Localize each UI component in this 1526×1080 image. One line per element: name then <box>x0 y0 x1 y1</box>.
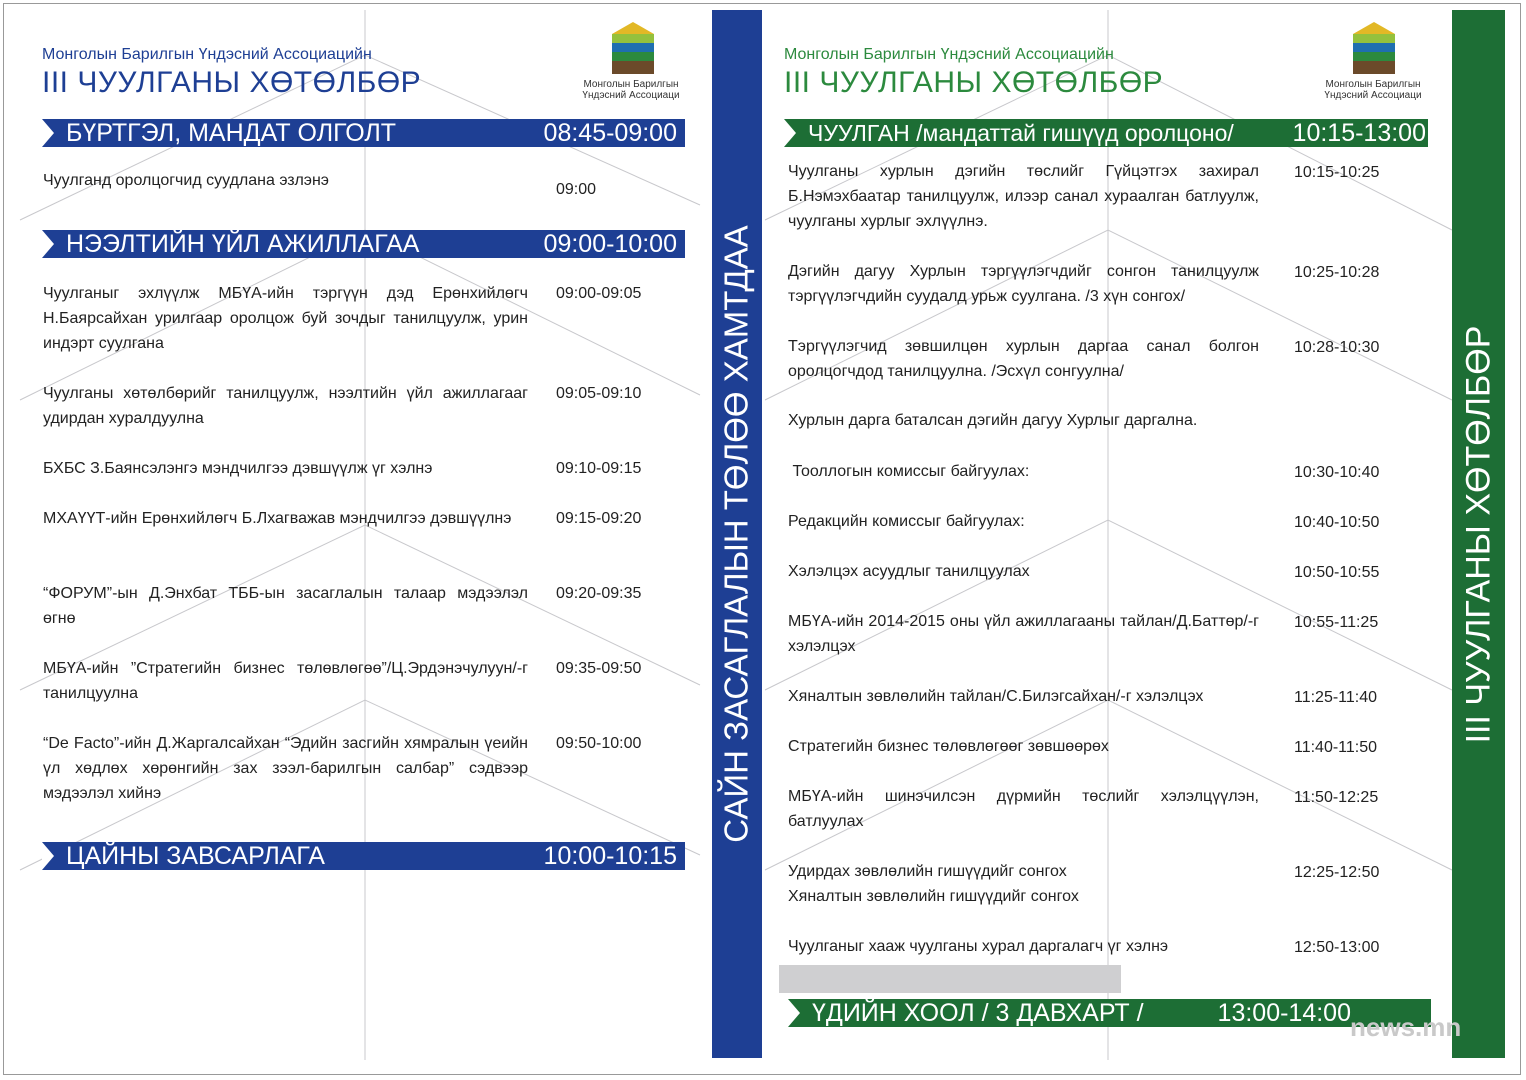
section-bar-tea-break <box>42 842 685 870</box>
schedule-time: 09:50-10:00 <box>556 735 642 752</box>
schedule-time: 09:05-09:10 <box>556 385 642 402</box>
logo-caption-right <box>1313 79 1433 101</box>
program-title-left: III ЧУУЛГАНЫ ХӨТӨЛБӨР <box>42 66 422 99</box>
schedule-item: “De Facto”-ийн Д.Жаргалсайхан “Эдийн засгийн хямралын үеийн үл хөдлөх хөрөнгийн зах зээл-барилгын салбар” сэдвээр мэдээлэл хийнэ <box>43 735 528 802</box>
schedule-item: Удирдах зөвлөлийн гишүүдийг сонгох Хяналтын зөвлөлийн гишүүдийг сонгох <box>788 863 1079 905</box>
schedule-item: Хурлын дарга баталсан дэгийн дагуу Хурлыг даргална. <box>788 412 1198 429</box>
logo-caption-left <box>572 79 690 101</box>
schedule-item: МХАҮҮТ-ийн Ерөнхийлөгч Б.Лхагважав мэндчилгээ дэвшүүлнэ <box>43 510 512 527</box>
schedule-item: МБҮА-ийн шинэчилсэн дүрмийн төслийг хэлэлцүүлэн, батлуулах <box>788 788 1259 830</box>
center-slogan-banner <box>712 10 762 1058</box>
logo-caption-line: Үндэсний Ассоциаци <box>582 90 680 101</box>
schedule-time: 09:35-09:50 <box>556 660 642 677</box>
schedule-time: 09:00-09:05 <box>556 285 642 302</box>
schedule-time: 12:50-13:00 <box>1294 939 1380 956</box>
section-time: 08:45-09:00 <box>543 119 677 147</box>
section-time: 10:00-10:15 <box>543 842 677 870</box>
schedule-time: 10:40-10:50 <box>1294 514 1380 531</box>
schedule-time: 10:25-10:28 <box>1294 264 1380 281</box>
center-slogan-text: САЙН ЗАСАГЛАЛЫН ТӨЛӨӨ ХАМТДАА <box>718 225 756 843</box>
logo-caption-line: Үндэсний Ассоциаци <box>1324 90 1422 101</box>
schedule-item: Тэргүүлэгчид зөвшилцөн хурлын даргаа санал болгон оролцогчдод танилцуулна. /Эсхүл сонгуулна/ <box>788 338 1259 380</box>
section-title: ЦАЙНЫ ЗАВСАРЛАГА <box>66 842 325 870</box>
schedule-item: БХБС З.Баянсэлэнгэ мэндчилгээ дэвшүүлж үг хэлнэ <box>43 460 433 477</box>
section-time: 10:15-13:00 <box>1292 119 1426 147</box>
right-program-banner <box>1452 10 1505 1058</box>
section-time: 09:00-10:00 <box>543 230 677 258</box>
news-watermark: news.mn <box>1350 1012 1462 1042</box>
logo-left <box>610 20 656 76</box>
schedule-item: Чуулганд оролцогчид суудлана эзлэнэ <box>43 172 329 189</box>
schedule-item: Чуулганы хурлын дэгийн төслийг Гүйцэтгэх захирал Б.Нэмэхбаатар танилцуулж, илээр санал хураалган батлуулж, чуулганы хурлыг эхлүүлнэ. <box>788 163 1259 230</box>
logo-caption-line: Монголын Барилгын <box>1325 79 1421 90</box>
schedule-time: 09:20-09:35 <box>556 585 642 602</box>
schedule-time: 09:10-09:15 <box>556 460 642 477</box>
schedule-item: Тооллогын комиссыг байгуулах: <box>788 463 1030 480</box>
logo-right <box>1351 20 1397 76</box>
grey-highlight-block <box>779 965 1121 993</box>
schedule-item: МБҮА-ийн ”Стратегийн бизнес төлөвлөгөө”/Ц.Эрдэнэчулуун/-г танилцуулна <box>43 660 528 702</box>
schedule-time: 11:40-11:50 <box>1294 739 1378 756</box>
schedule-time: 11:25-11:40 <box>1294 689 1378 706</box>
right-program-banner-text: III ЧУУЛГАНЫ ХӨТӨЛБӨР <box>1459 325 1498 743</box>
schedule-item: “ФОРУМ”-ын Д.Энхбат ТББ-ын засаглалын талаар мэдээлэл өгнө <box>43 585 528 627</box>
schedule-item: Редакцийн комиссыг байгуулах: <box>788 513 1025 530</box>
schedule-item: Дэгийн дагуу Хурлын тэргүүлэгчдийг сонгон танилцуулж тэргүүлэгчдийн суудалд урьж суулгана. /3 хүн сонгох/ <box>788 263 1259 305</box>
section-title: ҮДИЙН ХООЛ / 3 ДАВХАРТ / <box>812 999 1144 1027</box>
schedule-item: Хэлэлцэх асуудлыг танилцуулах <box>788 563 1030 580</box>
schedule-time: 10:28-10:30 <box>1294 339 1380 356</box>
org-name-right: Монголын Барилгын Үндэсний Ассоциацийн <box>784 46 1114 63</box>
schedule-time: 10:50-10:55 <box>1294 564 1380 581</box>
schedule-time: 09:15-09:20 <box>556 510 642 527</box>
org-name-left: Монголын Барилгын Үндэсний Ассоциацийн <box>42 46 372 63</box>
schedule-time: 11:50-12:25 <box>1294 789 1379 806</box>
program-title-right: III ЧУУЛГАНЫ ХӨТӨЛБӨР <box>784 66 1164 99</box>
section-title: БҮРТГЭЛ, МАНДАТ ОЛГОЛТ <box>66 119 397 147</box>
section-title: НЭЭЛТИЙН ҮЙЛ АЖИЛЛАГАА <box>66 230 420 258</box>
schedule-item: Стратегийн бизнес төлөвлөгөөг зөвшөөрөх <box>788 738 1109 755</box>
section-bar-registration <box>42 119 685 147</box>
logo-caption-line: Монголын Барилгын <box>583 79 679 90</box>
schedule-time: 10:15-10:25 <box>1294 164 1380 181</box>
schedule-item: Чуулганыг эхлүүлж МБҮА-ийн тэргүүн дэд Ерөнхийлөгч Н.Баярсайхан урилгаар оролцож буй зочдыг танилцуулж, урин индэрт суулгана <box>43 285 528 352</box>
section-bar-lunch <box>788 999 1431 1027</box>
section-bar-session <box>784 119 1428 147</box>
schedule-item: МБҮА-ийн 2014-2015 оны үйл ажиллагааны тайлан/Д.Баттөр/-г хэлэлцэх <box>788 613 1259 655</box>
schedule-time: 10:30-10:40 <box>1294 464 1380 481</box>
schedule-time: 10:55-11:25 <box>1294 614 1379 631</box>
section-time: 13:00-14:00 <box>1217 999 1351 1027</box>
section-bar-opening <box>42 230 685 258</box>
schedule-item: Чуулганы хөтөлбөрийг танилцуулж, нээлтийн үйл ажиллагааг удирдан хуралдуулна <box>43 385 528 427</box>
schedule-item: Чуулганыг хааж чуулганы хурал даргалагч үг хэлнэ <box>788 938 1169 955</box>
section-title: ЧУУЛГАН /мандаттай гишүүд оролцоно/ <box>808 120 1234 146</box>
schedule-time: 09:00 <box>556 181 597 198</box>
schedule-item: Хяналтын зөвлөлийн тайлан/С.Билэгсайхан/-г хэлэлцэх <box>788 688 1204 705</box>
schedule-time: 12:25-12:50 <box>1294 864 1380 881</box>
